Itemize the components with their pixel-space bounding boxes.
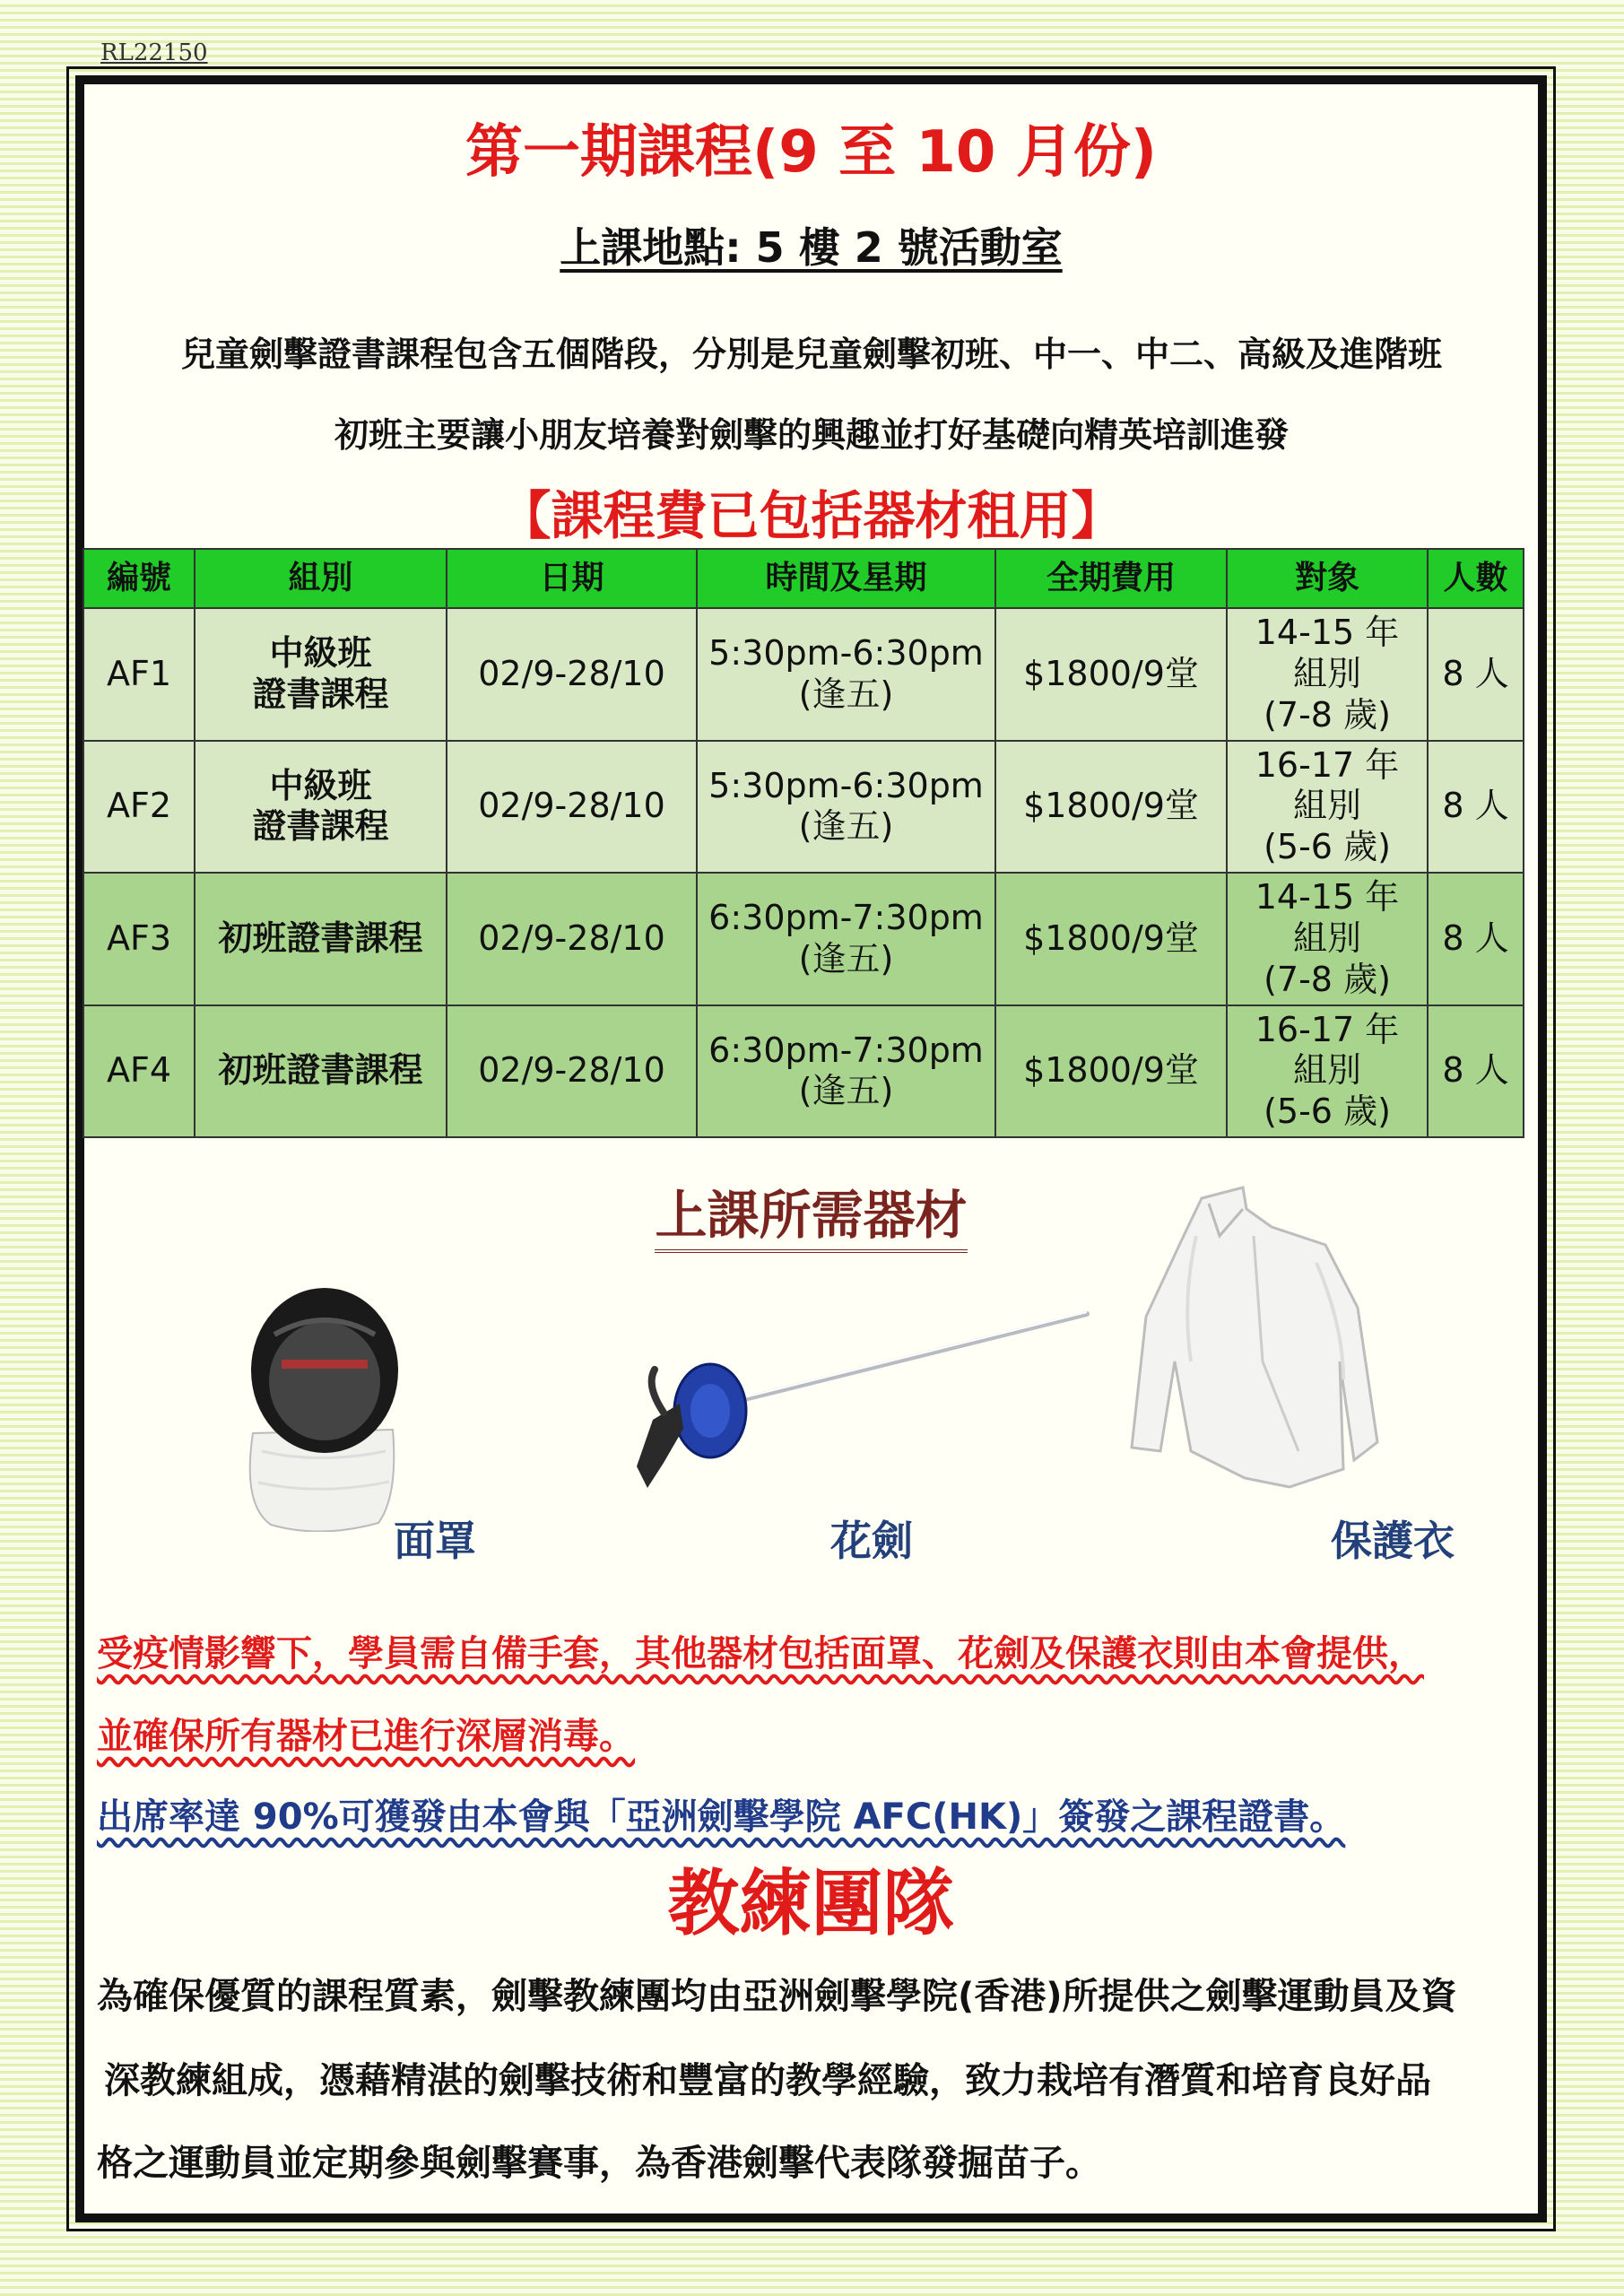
notice-line-3: 出席率達 90%可獲發由本會與「亞洲劍擊學院 AFC(HK)」簽發之課程證書。: [97, 1796, 1346, 1838]
cell-date: 02/9-28/10: [447, 1005, 697, 1138]
header-group: 組別: [195, 549, 447, 608]
cell-quota: 8 人: [1428, 1005, 1524, 1138]
header-time: 時間及星期: [697, 549, 995, 608]
cell-code: AF4: [83, 1005, 195, 1138]
table-row: [83, 741, 1524, 874]
header-code: 編號: [83, 549, 195, 608]
jacket-image: [1119, 1182, 1388, 1496]
cell-date: 02/9-28/10: [447, 608, 697, 741]
cell-quota: 8 人: [1428, 741, 1524, 874]
cell-time: 6:30pm-7:30pm (逢五): [697, 873, 995, 1005]
cell-fee: $1800/9堂: [995, 873, 1227, 1005]
cell-target: 14-15 年 組別 (7-8 歲): [1227, 873, 1428, 1005]
cell-group: 初班證書課程: [195, 873, 447, 1005]
cell-target: 16-17 年 組別 (5-6 歲): [1227, 741, 1428, 874]
table-row: [83, 608, 1524, 741]
foil-image: [628, 1305, 1094, 1498]
page-title: 第一期課程(9 至 10 月份): [465, 119, 1157, 186]
cell-time: 5:30pm-6:30pm (逢五): [697, 608, 995, 741]
coach-paragraph-line: 為確保優質的課程質素，劍擊教練團均由亞洲劍擊學院(香港)所提供之劍擊運動員及資: [97, 1976, 1457, 2017]
cell-time: 5:30pm-6:30pm (逢五): [697, 741, 995, 874]
table-header-row: [83, 549, 1524, 608]
table-row: [83, 873, 1524, 1005]
cell-group: 中級班 證書課程: [195, 608, 447, 741]
label-mask: 面罩: [394, 1517, 476, 1565]
equipment-title-text: 上課所需器材: [655, 1185, 967, 1253]
cell-date: 02/9-28/10: [447, 741, 697, 874]
cell-fee: $1800/9堂: [995, 1005, 1227, 1138]
cell-code: AF2: [83, 741, 195, 874]
cell-group: 中級班 證書課程: [195, 741, 447, 874]
document-code: RL22150: [100, 39, 208, 66]
cell-fee: $1800/9堂: [995, 608, 1227, 741]
header-target: 對象: [1227, 549, 1428, 608]
venue-heading: [75, 215, 1547, 274]
intro-line-1: 兒童劍擊證書課程包含五個階段，分別是兒童劍擊初班、中一、中二、高級及進階班: [180, 335, 1442, 374]
cell-fee: $1800/9堂: [995, 741, 1227, 874]
notice-line-2: 並確保所有器材已進行深層消毒。: [97, 1716, 635, 1757]
notice-line-1: 受疫情影響下，學員需自備手套，其他器材包括面罩、花劍及保護衣則由本會提供，: [97, 1633, 1424, 1674]
coach-paragraph-line: 深教練組成，憑藉精湛的劍擊技術和豐富的教學經驗，致力栽培有潛質和培育良好品: [104, 2060, 1431, 2101]
table-row: [83, 1005, 1524, 1138]
venue-text: 上課地點: 5 樓 2 號活動室: [560, 223, 1063, 272]
label-foil: 花劍: [830, 1517, 913, 1565]
fee-note: 【課程費已包括器材租用】: [499, 485, 1124, 546]
header-date: 日期: [447, 549, 697, 608]
cell-quota: 8 人: [1428, 873, 1524, 1005]
cell-code: AF3: [83, 873, 195, 1005]
coach-paragraph-line: 格之運動員並定期參與劍擊賽事，為香港劍擊代表隊發掘苗子。: [97, 2143, 1101, 2184]
cell-group: 初班證書課程: [195, 1005, 447, 1138]
label-jacket: 保護衣: [1331, 1517, 1455, 1565]
fencing-mask-image: [235, 1281, 405, 1532]
cell-target: 14-15 年 組別 (7-8 歲): [1227, 608, 1428, 741]
header-quota: 人數: [1428, 549, 1524, 608]
cell-target: 16-17 年 組別 (5-6 歲): [1227, 1005, 1428, 1138]
cell-quota: 8 人: [1428, 608, 1524, 741]
header-fee: 全期費用: [995, 549, 1227, 608]
course-table: [83, 548, 1524, 1138]
coach-title: 教練團隊: [667, 1862, 955, 1945]
intro-line-2: 初班主要讓小朋友培養對劍擊的興趣並打好基礎向精英培訓進發: [334, 415, 1289, 455]
cell-time: 6:30pm-7:30pm (逢五): [697, 1005, 995, 1138]
cell-date: 02/9-28/10: [447, 873, 697, 1005]
cell-code: AF1: [83, 608, 195, 741]
